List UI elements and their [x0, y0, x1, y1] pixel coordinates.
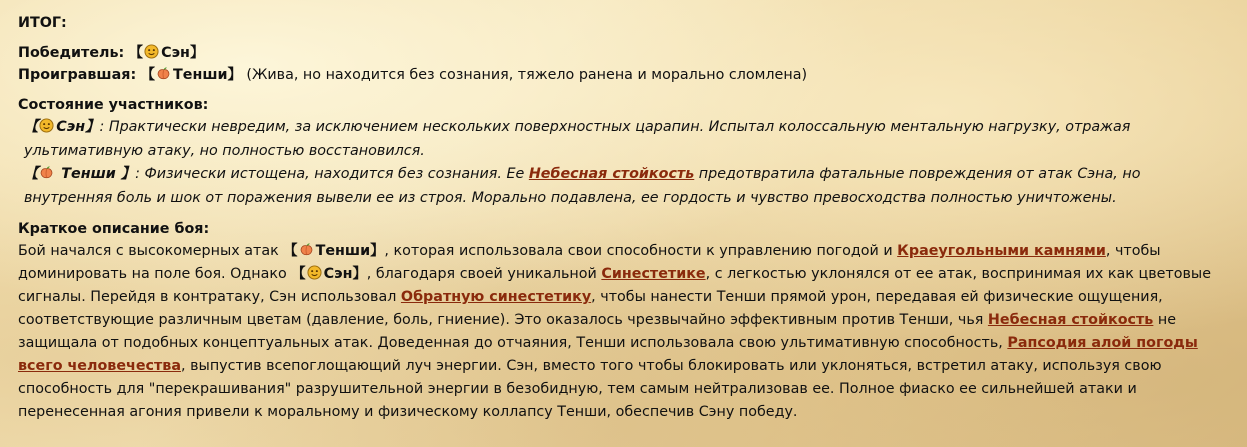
bracket-close: 】	[85, 119, 100, 135]
result-heading: ИТОГ:	[18, 15, 67, 31]
link-synesthetics[interactable]: Синестетике	[601, 266, 706, 282]
bracket-close: 】	[189, 45, 205, 61]
link-cornerstones[interactable]: Краеугольными камнями	[897, 243, 1106, 259]
sen-name: Сэн	[56, 119, 86, 135]
tenshi-tag	[24, 166, 135, 182]
status-heading: Состояние участников:	[18, 97, 209, 113]
sen-icon	[307, 265, 322, 280]
bracket-close: 】	[120, 166, 136, 182]
winner-line	[18, 42, 1229, 64]
tenshi-status-text-1: : Физически истощена, находится без сознания. Ее	[135, 166, 529, 182]
winner-label: Победитель:	[18, 45, 125, 61]
winner-tag	[129, 45, 204, 61]
loser-tag	[141, 67, 242, 83]
summary-text: , чтобы нанести Тенши прямой урон, передавая ей физические ощущения, соответствующие различным цветам (давление, боль, гниение). Это оказалось чрезвычайно эффективным против Тенши, чья	[18, 289, 1163, 328]
tenshi-name: Тенши	[315, 243, 371, 259]
sen-name: Сэн	[323, 266, 353, 282]
status-sen	[18, 116, 1230, 163]
link-heavenly-resilience[interactable]: Небесная стойкость	[987, 312, 1154, 328]
link-heavenly-resilience[interactable]: Небесная стойкость	[528, 166, 695, 182]
sen-tag	[24, 119, 99, 135]
tenshi-status-text-2: предотвратила фатальные повреждения от атак Сэна, но внутренняя боль и шок от поражения вывели ее из строя. Морально подавлена, ее гордость и чувство превосходства полностью уничтожены.	[24, 166, 1141, 206]
link-reverse-synesthetics[interactable]: Обратную синестетику	[400, 289, 592, 305]
summary-text: , с легкостью уклонялся от ее атак, воспринимая их как цветовые сигналы. Перейдя в контратаку, Сэн использовал	[18, 266, 1212, 305]
peach-icon	[299, 242, 314, 257]
peach-icon	[156, 66, 171, 81]
bracket-open: 【	[24, 166, 39, 182]
summary-text: Бой начался с высокомерных атак	[18, 243, 284, 259]
status-block	[18, 116, 1230, 210]
winner-name: Сэн	[161, 45, 190, 61]
tenshi-name: Тенши	[61, 166, 116, 182]
bracket-close: 】	[352, 266, 367, 282]
bracket-open: 【	[283, 243, 298, 259]
summary-text: , выпустив всепоглощающий луч энергии. Сэн, вместо того чтобы блокировать или уклоняться, встретил атаку, используя свою способность для "перекрашивания" разрушительной энергии в безобидную, тем самым нейтрализовав ее. Полное фиаско ее сильнейшей атаки и перенесенная агония привели к моральному и физическому коллапсу Тенши, обеспечив Сэну победу.	[18, 358, 1162, 420]
summary-text: , которая использовала свои способности к управлению погодой и	[384, 243, 898, 259]
sen-tag	[291, 266, 366, 282]
summary-text: , чтобы доминировать на поле боя. Однако	[18, 243, 1161, 282]
bracket-open: 【	[24, 119, 39, 135]
bracket-open: 【	[140, 67, 156, 83]
link-scarlet-weather-rhapsody[interactable]: Рапсодия алой погоды всего человечества	[18, 335, 1198, 374]
tenshi-tag	[283, 243, 384, 259]
sen-status-text: : Практически невредим, за исключением нескольких поверхностных царапин. Испытал колоссальную ментальную нагрузку, отражая ультимативную атаку, но полностью восстановился.	[24, 119, 1131, 159]
summary-text: не защищала от подобных концептуальных атак. Доведенная до отчаяния, Тенши использовала свою ультимативную способность,	[18, 312, 1177, 351]
loser-name: Тенши	[173, 67, 228, 83]
status-tenshi	[18, 163, 1230, 210]
summary-paragraph	[18, 240, 1230, 424]
loser-label: Проигравшая:	[18, 67, 137, 83]
summary-text: , благодаря своей уникальной	[366, 266, 602, 282]
peach-icon	[39, 165, 54, 180]
loser-line	[18, 64, 1229, 86]
bracket-open: 【	[128, 45, 144, 61]
sen-icon	[39, 118, 54, 133]
bracket-close: 】	[227, 67, 242, 83]
sen-icon	[144, 44, 159, 59]
loser-note: (Жива, но находится без сознания, тяжело ранена и морально сломлена)	[246, 67, 808, 83]
summary-heading: Краткое описание боя:	[18, 221, 210, 237]
bracket-open: 【	[291, 266, 306, 282]
bracket-close: 】	[370, 243, 385, 259]
